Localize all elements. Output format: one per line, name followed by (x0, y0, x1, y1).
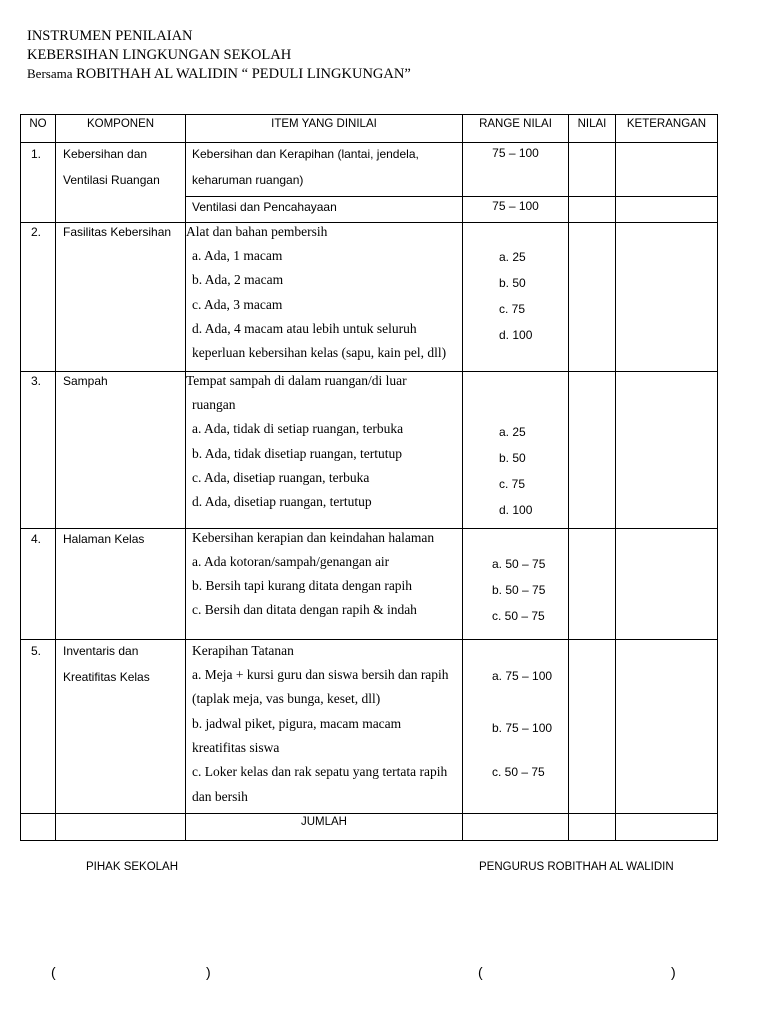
row-1-no: 1. (21, 143, 56, 223)
row-1-item-b: Ventilasi dan Pencahayaan (186, 197, 463, 223)
row-2-no: 2. (21, 223, 56, 372)
row-4-items: Kebersihan kerapian dan keindahan halaman a. Ada kotoran/sampah/genangan air b. Bersih tapi kurang ditata dengan rapih c. Bersih dan ditata dengan rapih & indah (186, 529, 463, 640)
assessment-table (20, 114, 718, 841)
total-nilai[interactable] (569, 814, 616, 841)
row-3-nilai[interactable] (569, 372, 616, 529)
col-header-no: NO (21, 115, 56, 143)
row-3-komponen: Sampah (56, 372, 186, 529)
signature-label-right: PENGURUS ROBITHAH AL WALIDIN (479, 861, 674, 873)
row-5-nilai[interactable] (569, 640, 616, 814)
signature-left-close-paren: ) (206, 964, 211, 980)
table-row-5 (21, 640, 718, 814)
table-header-row (21, 115, 718, 143)
total-range (463, 814, 569, 841)
row-1-nilai-b[interactable] (569, 197, 616, 223)
row-1-keterangan-a[interactable] (616, 143, 718, 197)
row-3-keterangan[interactable] (616, 372, 718, 529)
row-1-range-b: 75 – 100 (463, 197, 569, 223)
table-row-3 (21, 372, 718, 529)
row-4-no: 4. (21, 529, 56, 640)
row-4-range: a. 50 – 75 b. 50 – 75 c. 50 – 75 (463, 529, 569, 640)
row-1-range-a: 75 – 100 (463, 143, 569, 197)
row-3-range: a. 25 b. 50 c. 75 d. 100 (463, 372, 569, 529)
row-5-items: Kerapihan Tatanan a. Meja + kursi guru dan siswa bersih dan rapih (taplak meja, vas bunga, keset, dll) b. jadwal piket, pigura, macam macam kreatifitas siswa c. Loker kelas dan rak sepatu yang tertata rapih dan bersih (186, 640, 463, 814)
row-4-keterangan[interactable] (616, 529, 718, 640)
row-2-keterangan[interactable] (616, 223, 718, 372)
row-5-no: 5. (21, 640, 56, 814)
row-1-item-a: Kebersihan dan Kerapihan (lantai, jendela, keharuman ruangan) (186, 143, 463, 197)
row-1-komponen: Kebersihan dan Ventilasi Ruangan (56, 143, 186, 223)
title-line-2: KEBERSIHAN LINGKUNGAN SEKOLAH (27, 47, 292, 63)
row-2-nilai[interactable] (569, 223, 616, 372)
signature-left-open-paren: ( (51, 964, 56, 980)
signature-right-close-paren: ) (671, 964, 676, 980)
table-total-row (21, 814, 718, 841)
row-3-items: Tempat sampah di dalam ruangan/di luar ruangan a. Ada, tidak di setiap ruangan, terbuka b. Ada, tidak disetiap ruangan, tertutup c. Ada, disetiap ruangan, terbuka d. Ada, disetiap ruangan, tertutup (186, 372, 463, 529)
title-line-3-rest: ROBITHAH AL WALIDIN “ PEDULI LINGKUNGAN” (76, 66, 411, 82)
table-row-2 (21, 223, 718, 372)
col-header-nilai: NILAI (569, 115, 616, 143)
title-line-1: INSTRUMEN PENILAIAN (27, 28, 193, 44)
total-label-cell (186, 814, 463, 841)
col-header-item: ITEM YANG DINILAI (186, 115, 463, 143)
signature-label-left: PIHAK SEKOLAH (86, 861, 179, 873)
row-1-nilai-a[interactable] (569, 143, 616, 197)
total-label: JUMLAH (300, 816, 347, 828)
total-keterangan[interactable] (616, 814, 718, 841)
row-2-range: a. 25 b. 50 c. 75 d. 100 (463, 223, 569, 372)
row-2-items: Alat dan bahan pembersih a. Ada, 1 macam b. Ada, 2 macam c. Ada, 3 macam d. Ada, 4 macam atau lebih untuk seluruh keperluan kebersihan kelas (sapu, kain pel, dll) (186, 223, 463, 372)
table-row-1 (21, 143, 718, 197)
row-4-nilai[interactable] (569, 529, 616, 640)
title-line-3-prefix: Bersama (27, 66, 73, 81)
row-2-komponen: Fasilitas Kebersihan (56, 223, 186, 372)
title-line-3 (27, 65, 411, 83)
col-header-range: RANGE NILAI (463, 115, 569, 143)
total-no (21, 814, 56, 841)
row-1-keterangan-b[interactable] (616, 197, 718, 223)
row-3-no: 3. (21, 372, 56, 529)
row-5-komponen: Inventaris dan Kreatifitas Kelas (56, 640, 186, 814)
row-4-komponen: Halaman Kelas (56, 529, 186, 640)
total-komponen (56, 814, 186, 841)
signature-right-open-paren: ( (478, 964, 483, 980)
row-5-keterangan[interactable] (616, 640, 718, 814)
col-header-keterangan: KETERANGAN (616, 115, 718, 143)
col-header-komponen: KOMPONEN (56, 115, 186, 143)
table-row-4 (21, 529, 718, 640)
row-5-range: a. 75 – 100 b. 75 – 100 c. 50 – 75 (463, 640, 569, 814)
